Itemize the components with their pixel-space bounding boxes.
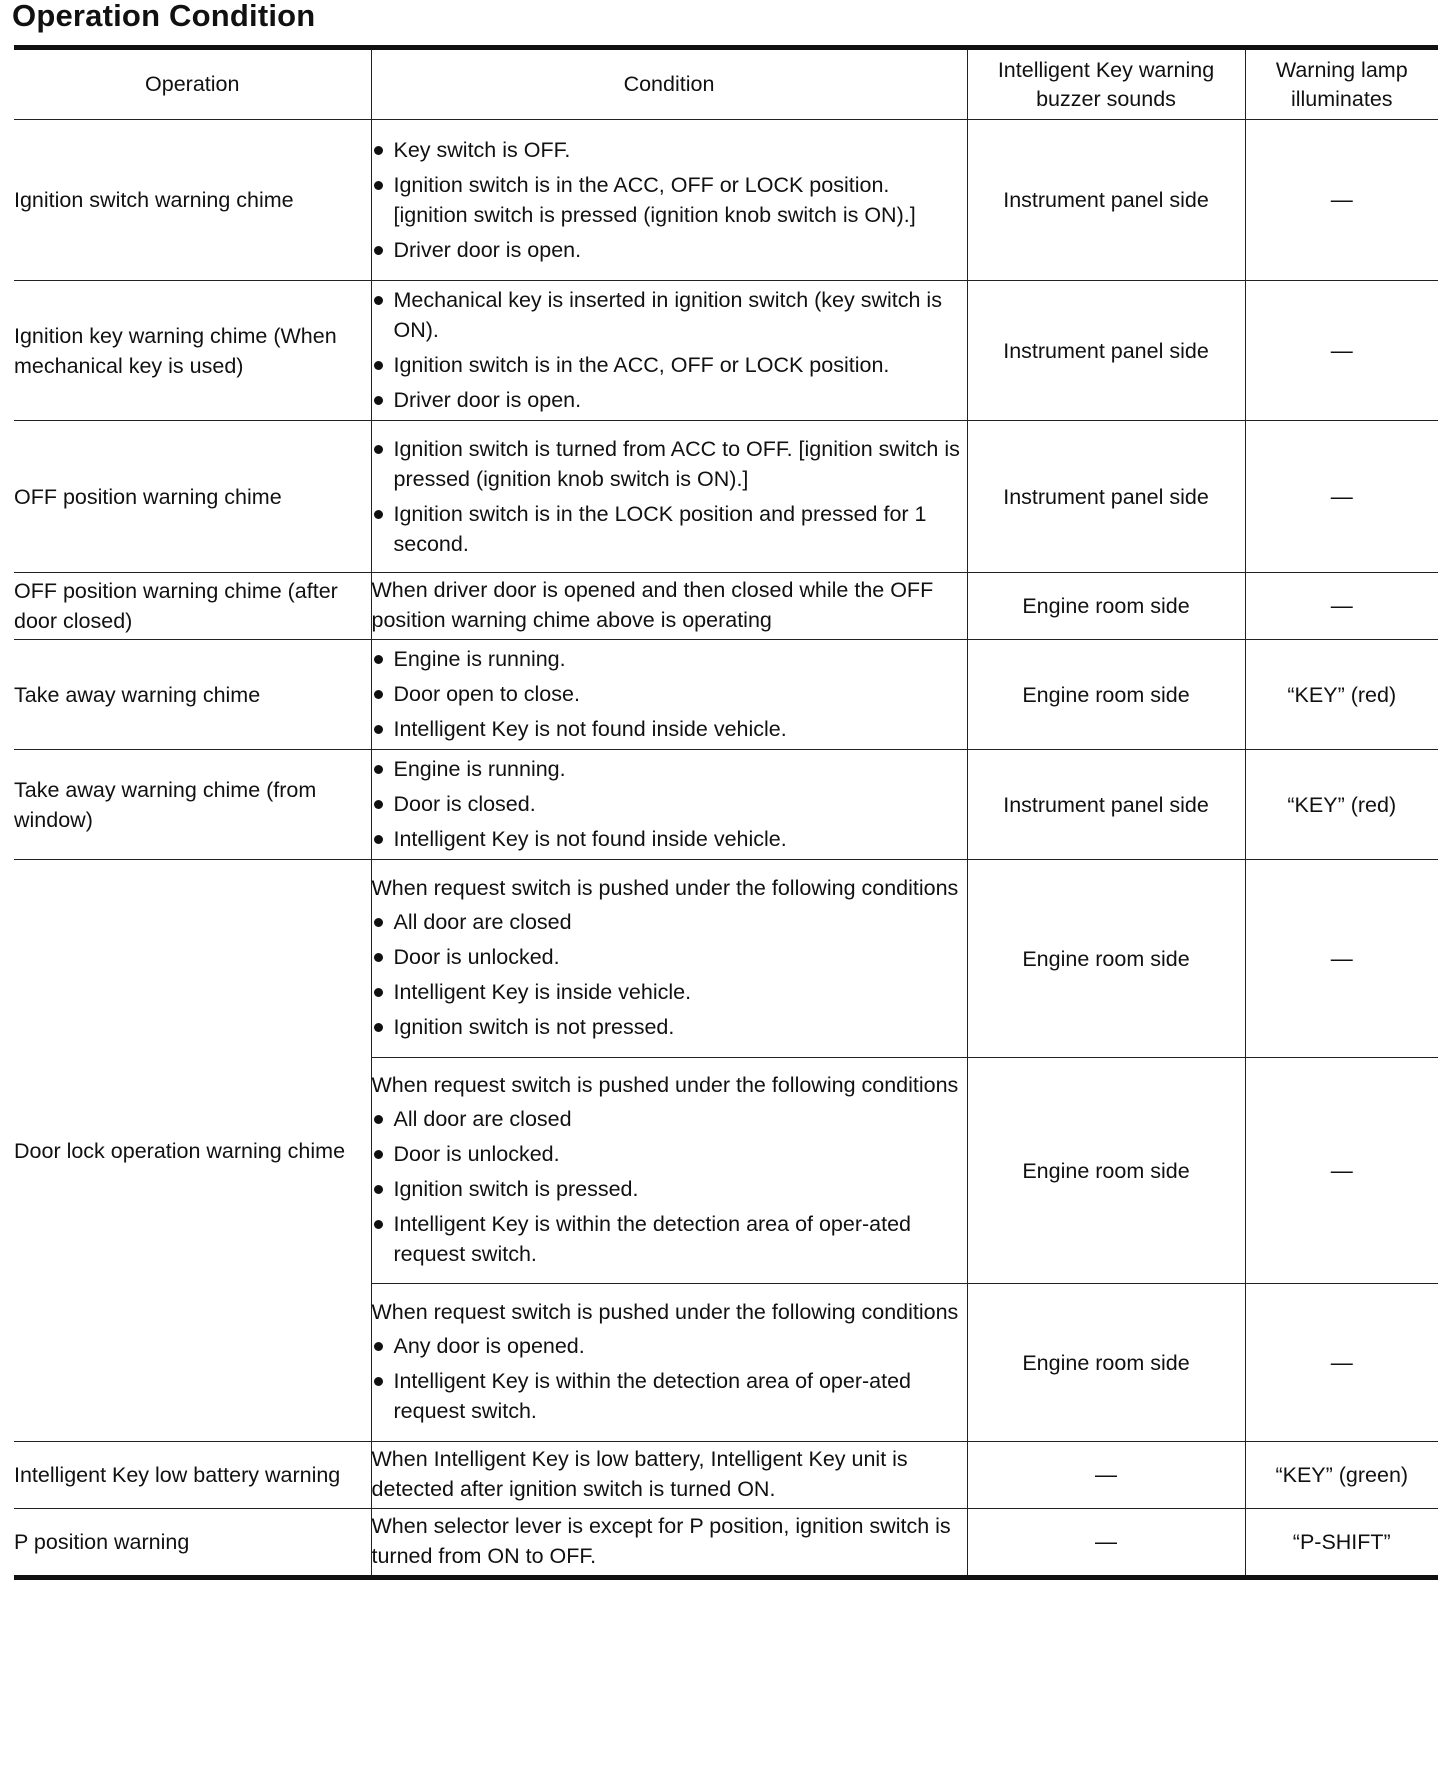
condition-cell — [371, 421, 967, 573]
condition-bullet: Mechanical key is inserted in ignition switch (key switch is ON). — [372, 285, 967, 345]
header-lamp: Warning lamp illuminates — [1245, 48, 1438, 120]
condition-bullet: All door are closed — [372, 907, 967, 937]
condition-bullet: Engine is running. — [372, 644, 967, 674]
operation-cell: Ignition switch warning chime — [14, 120, 371, 281]
condition-cell — [371, 1509, 967, 1578]
lamp-cell: “KEY” (red) — [1245, 750, 1438, 860]
lamp-cell: “KEY” (red) — [1245, 640, 1438, 750]
header-buzzer: Intelligent Key warning buzzer sounds — [967, 48, 1245, 120]
condition-cell — [371, 281, 967, 421]
condition-intro: When request switch is pushed under the following conditions — [371, 875, 959, 900]
buzzer-cell: Engine room side — [967, 860, 1245, 1058]
buzzer-cell: — — [967, 1509, 1245, 1578]
operation-cell: Door lock operation warning chime — [14, 860, 371, 1442]
lamp-cell: — — [1245, 1284, 1438, 1442]
table-row — [14, 750, 1438, 860]
condition-cell — [371, 640, 967, 750]
condition-intro: When request switch is pushed under the following conditions — [371, 1299, 959, 1324]
condition-bullet: Intelligent Key is inside vehicle. — [372, 977, 967, 1007]
condition-bullet: Intelligent Key is not found inside vehicle. — [372, 714, 967, 744]
lamp-cell: — — [1245, 120, 1438, 281]
operation-cell: Ignition key warning chime (When mechanical key is used) — [14, 281, 371, 421]
condition-bullet: Ignition switch is not pressed. — [372, 1012, 967, 1042]
page-title: Operation Condition — [12, 0, 316, 33]
buzzer-cell: Instrument panel side — [967, 421, 1245, 573]
lamp-cell: “KEY” (green) — [1245, 1442, 1438, 1509]
lamp-cell: “P-SHIFT” — [1245, 1509, 1438, 1578]
condition-bullet: Door is closed. — [372, 789, 967, 819]
condition-intro: When request switch is pushed under the following conditions — [371, 1072, 959, 1097]
table-row — [14, 640, 1438, 750]
buzzer-cell: Engine room side — [967, 1058, 1245, 1284]
condition-text: When driver door is opened and then closed while the OFF position warning chime above is operating — [371, 578, 934, 632]
condition-bullet: Engine is running. — [372, 754, 967, 784]
buzzer-cell: — — [967, 1442, 1245, 1509]
operation-cell: OFF position warning chime — [14, 421, 371, 573]
condition-bullet: Ignition switch is turned from ACC to OFF. [ignition switch is pressed (ignition knob switch is ON).] — [372, 434, 967, 494]
operation-cell: OFF position warning chime (after door closed) — [14, 573, 371, 640]
operation-condition-table — [14, 45, 1438, 1580]
operation-cell: Intelligent Key low battery warning — [14, 1442, 371, 1509]
condition-text: When selector lever is except for P position, ignition switch is turned from ON to OFF. — [371, 1514, 951, 1568]
condition-cell — [371, 750, 967, 860]
buzzer-cell: Instrument panel side — [967, 281, 1245, 421]
operation-cell: Take away warning chime — [14, 640, 371, 750]
buzzer-cell: Engine room side — [967, 640, 1245, 750]
table-row — [14, 860, 1438, 1058]
header-operation: Operation — [14, 48, 371, 120]
condition-bullet: Ignition switch is in the LOCK position and pressed for 1 second. — [372, 499, 967, 559]
condition-bullet: Intelligent Key is not found inside vehicle. — [372, 824, 967, 854]
lamp-cell: — — [1245, 281, 1438, 421]
condition-text: When Intelligent Key is low battery, Intelligent Key unit is detected after ignition switch is turned ON. — [371, 1447, 908, 1501]
lamp-cell: — — [1245, 573, 1438, 640]
condition-cell — [371, 1442, 967, 1509]
condition-bullet: Door is unlocked. — [372, 1139, 967, 1169]
table-header-row — [14, 48, 1438, 120]
condition-bullet: Door open to close. — [372, 679, 967, 709]
buzzer-cell: Engine room side — [967, 1284, 1245, 1442]
table-row — [14, 1442, 1438, 1509]
lamp-cell: — — [1245, 860, 1438, 1058]
condition-bullet: Ignition switch is in the ACC, OFF or LOCK position. [ignition switch is pressed (ignition knob switch is ON).] — [372, 170, 967, 230]
condition-bullet: Key switch is OFF. — [372, 135, 967, 165]
condition-cell — [371, 1284, 967, 1442]
buzzer-cell: Instrument panel side — [967, 120, 1245, 281]
table-row — [14, 120, 1438, 281]
operation-cell: Take away warning chime (from window) — [14, 750, 371, 860]
table-row — [14, 573, 1438, 640]
table-row — [14, 1509, 1438, 1578]
condition-bullet: All door are closed — [372, 1104, 967, 1134]
condition-bullet: Ignition switch is pressed. — [372, 1174, 967, 1204]
condition-bullet: Any door is opened. — [372, 1331, 967, 1361]
buzzer-cell: Instrument panel side — [967, 750, 1245, 860]
buzzer-cell: Engine room side — [967, 573, 1245, 640]
header-condition: Condition — [371, 48, 967, 120]
table-row — [14, 281, 1438, 421]
condition-bullet: Door is unlocked. — [372, 942, 967, 972]
lamp-cell: — — [1245, 421, 1438, 573]
condition-cell — [371, 860, 967, 1058]
lamp-cell: — — [1245, 1058, 1438, 1284]
table-row — [14, 421, 1438, 573]
condition-bullet: Driver door is open. — [372, 385, 967, 415]
condition-cell — [371, 120, 967, 281]
condition-bullet: Intelligent Key is within the detection area of oper-ated request switch. — [372, 1366, 967, 1426]
condition-bullet: Driver door is open. — [372, 235, 967, 265]
condition-cell — [371, 1058, 967, 1284]
condition-bullet: Ignition switch is in the ACC, OFF or LOCK position. — [372, 350, 967, 380]
condition-bullet: Intelligent Key is within the detection area of oper-ated request switch. — [372, 1209, 967, 1269]
condition-cell — [371, 573, 967, 640]
operation-cell: P position warning — [14, 1509, 371, 1578]
